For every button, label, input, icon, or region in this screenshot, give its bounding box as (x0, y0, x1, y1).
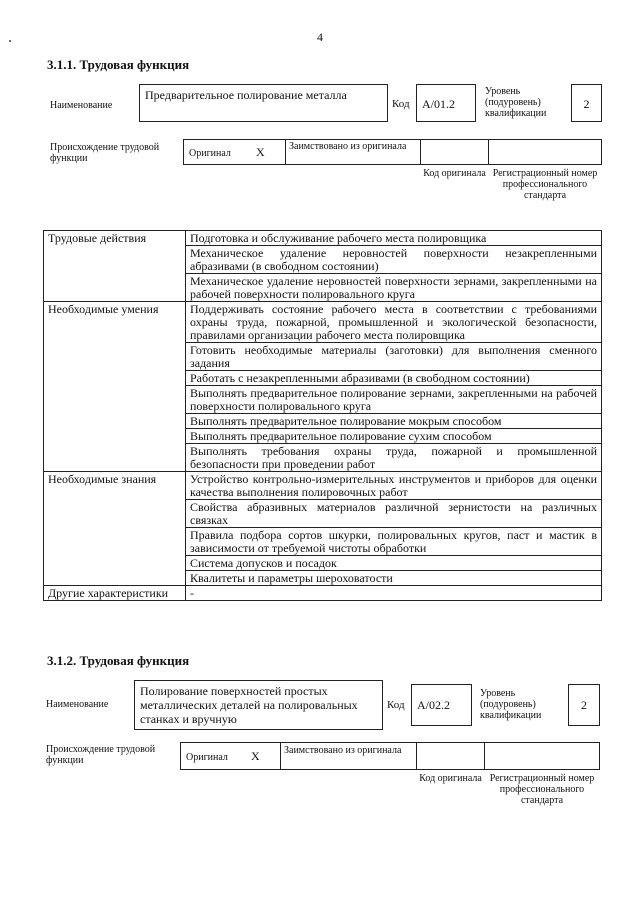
row-label: Необходимые знания (44, 472, 186, 586)
level-value: 2 (583, 97, 590, 111)
original-code-cell-2 (416, 742, 485, 770)
function-table (43, 230, 602, 601)
name-label: Наименование (50, 100, 113, 111)
table-cell: Поддерживать состояние рабочего места в соответствии с требованиями охраны труда, пожарной, промышленной и экологической безопасности, правилами организации рабочего места полировщика (186, 302, 602, 343)
table-cell: Готовить необходимые материалы (заготовки) для выполнения сменного задания (186, 343, 602, 371)
caption-code-2: Код оригинала (419, 773, 482, 784)
row-label: Другие характеристики (44, 586, 186, 601)
row-label: Трудовые действия (44, 231, 186, 302)
table-cell: Система допусков и посадок (186, 556, 602, 571)
borrowed-cell-2 (280, 742, 417, 770)
level-box (571, 84, 602, 122)
caption-code: Код оригинала (423, 168, 486, 179)
table-row (44, 586, 602, 601)
name-box-2 (134, 680, 383, 730)
caption-reg-2: Регистрационный номер профессионального стандарта (489, 773, 595, 806)
table-cell: Квалитеты и параметры шероховатости (186, 571, 602, 586)
table-cell: Работать с незакрепленными абразивами (в свободном состоянии) (186, 371, 602, 386)
code-value-2: А/02.2 (417, 698, 450, 712)
table-cell: Свойства абразивных материалов различной зернистости на различных связках (186, 500, 602, 528)
original-code-cell (420, 139, 489, 165)
name-label-2: Наименование (46, 699, 109, 710)
table-cell: Подготовка и обслуживание рабочего места полировщика (186, 231, 602, 246)
code-box (416, 84, 476, 122)
original-cell-2 (180, 742, 281, 770)
table-cell: Правила подбора сортов шкурки, полировальных кругов, паст и мастик в зависимости от требуемой чистоты обработки (186, 528, 602, 556)
name-value: Предварительное полирование металла (145, 88, 347, 102)
name-box (139, 84, 388, 122)
table-cell: Механическое удаление неровностей поверхности незакрепленными абразивами (в свободном состоянии) (186, 246, 602, 274)
name-value-2: Полирование поверхностей простых металлических деталей на полировальных станках и вручную (140, 684, 358, 726)
level-value-2: 2 (581, 698, 587, 712)
table-cell: Механическое удаление неровностей поверхности зернами, закрепленными на рабочей поверхности полировального круга (186, 274, 602, 302)
table-cell: Выполнять предварительное полирование сухим способом (186, 429, 602, 444)
table-cell: Выполнять предварительное полирование мокрым способом (186, 414, 602, 429)
table-cell: Устройство контрольно-измерительных инструментов и приборов для оценки качества выполнения полировочных работ (186, 472, 602, 500)
original-cell (183, 139, 286, 165)
level-label-2: Уровень (подуровень) квалификации (480, 688, 542, 721)
section-title: 3.1.1. Трудовая функция (47, 57, 190, 72)
section-title-2: 3.1.2. Трудовая функция (47, 653, 190, 668)
original-mark: X (256, 145, 265, 159)
original-label-2: Оригинал (186, 752, 228, 763)
borrowed-cell (285, 139, 421, 165)
borrowed-label: Заимствовано из оригинала (289, 141, 407, 152)
table-cell: - (186, 586, 602, 601)
reg-number-cell-2 (484, 742, 600, 770)
original-mark-2: X (251, 749, 260, 763)
code-box-2 (411, 684, 472, 726)
borrowed-label-2: Заимствовано из оригинала (284, 745, 402, 756)
reg-number-cell (488, 139, 602, 165)
caption-reg: Регистрационный номер профессионального стандарта (492, 168, 598, 201)
origin-label: Происхождение трудовой функции (50, 142, 160, 164)
level-label: Уровень (подуровень) квалификации (485, 86, 547, 119)
origin-label-2: Происхождение трудовой функции (46, 744, 156, 766)
table-row (44, 472, 602, 500)
table-row (44, 231, 602, 246)
table-cell: Выполнять требования охраны труда, пожарной и промышленной безопасности при проведении работ (186, 444, 602, 472)
code-value: А/01.2 (422, 97, 455, 111)
page-number: 4 (317, 30, 323, 44)
table-cell: Выполнять предварительное полирование зернами, закрепленными на рабочей поверхности полировального круга (186, 386, 602, 414)
level-box-2 (568, 684, 600, 726)
code-label: Код (392, 98, 410, 110)
code-label-2: Код (387, 699, 405, 711)
row-label: Необходимые умения (44, 302, 186, 472)
table-row (44, 302, 602, 343)
original-label: Оригинал (189, 148, 231, 159)
